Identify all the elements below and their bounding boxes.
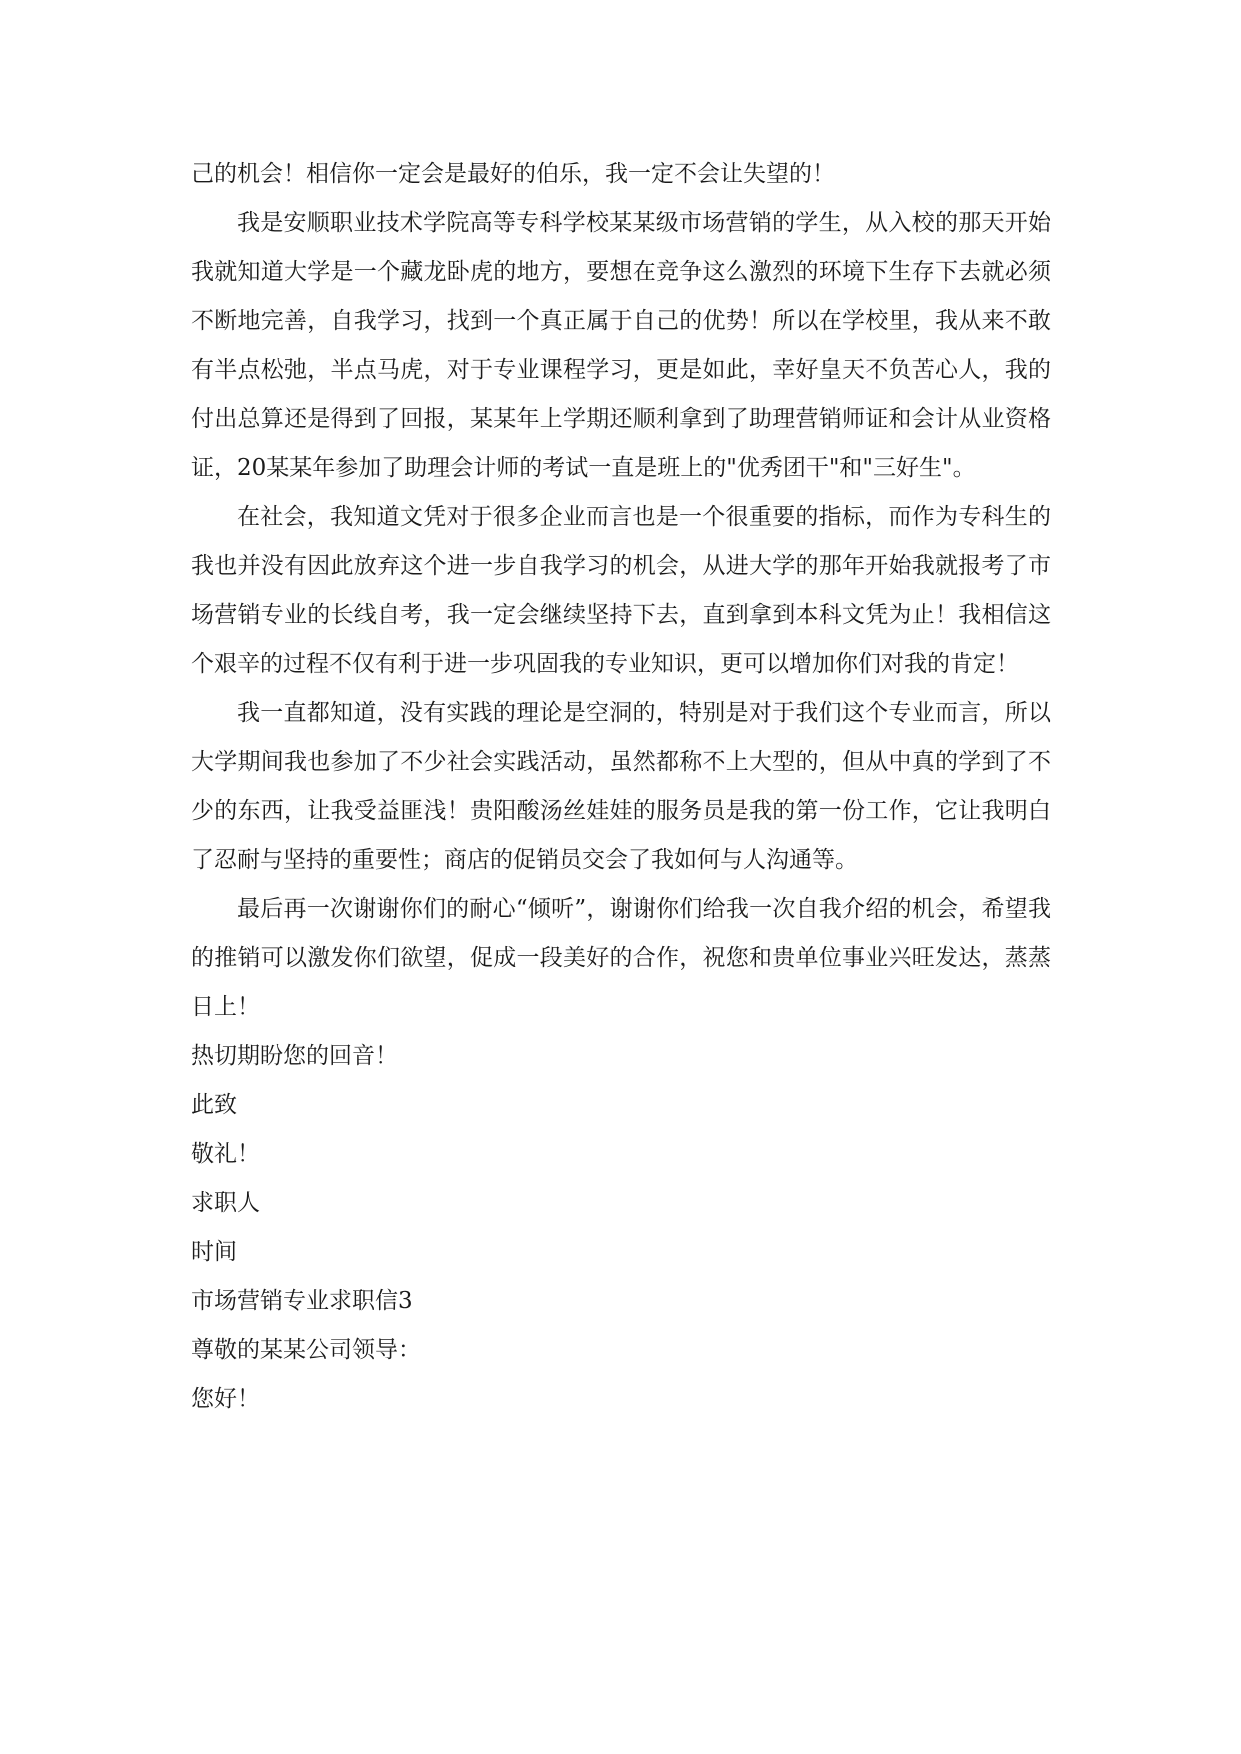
paragraph-education: 我是安顺职业技术学院高等专科学校某某级市场营销的学生，从入校的那天开始我就知道大学是一个藏龙卧虎的地方，要想在竞争这么激烈的环境下生存下去就必须不断地完善，自我学习，找到一个真正属于自己的优势！所以在学校里，我从来不敢有半点松弛，半点马虎，对于专业课程学习，更是如此，幸好皇天不负苦心人，我的付出总算还是得到了回报，某某年上学期还顺利拿到了助理营销师证和会计从业资格证，20某某年参加了助理会计师的考试一直是班上的"优秀团干"和"三好生"。 (191, 210, 1051, 481)
paragraph-practice: 我一直都知道，没有实践的理论是空洞的，特别是对于我们这个专业而言，所以大学期间我也参加了不少社会实践活动，虽然都称不上大型的，但从中真的学到了不少的东西，让我受益匪浅！贵阳酸汤丝娃娃的服务员是我的第一份工作，它让我明白了忍耐与坚持的重要性；商店的促销员交会了我如何与人沟通等。 (191, 700, 1051, 873)
closing-applicant: 求职人 (191, 1190, 260, 1216)
closing-regards: 敬礼！ (191, 1141, 260, 1167)
paragraph-self-study: 在社会，我知道文凭对于很多企业而言也是一个很重要的指标，而作为专科生的我也并没有因此放弃这个进一步自我学习的机会，从进大学的那年开始我就报考了市场营销专业的长线自考，我一定会继续坚持下去，直到拿到本科文凭为止！我相信这个艰辛的过程不仅有利于进一步巩固我的专业知识，更可以增加你们对我的肯定！ (191, 504, 1051, 677)
closing-date: 时间 (191, 1239, 237, 1265)
paragraph-continuation: 己的机会！相信你一定会是最好的伯乐，我一定不会让失望的！ (191, 161, 835, 187)
closing-salutation: 此致 (191, 1092, 237, 1118)
letter-hello: 您好！ (191, 1386, 260, 1412)
document-body (191, 150, 1051, 1424)
letter-greeting: 尊敬的某某公司领导： (191, 1337, 421, 1363)
letter-title: 市场营销专业求职信3 (191, 1288, 413, 1314)
closing-hope: 热切期盼您的回音！ (191, 1043, 398, 1069)
paragraph-thanks: 最后再一次谢谢你们的耐心“倾听”，谢谢你们给我一次自我介绍的机会，希望我的推销可以激发你们欲望，促成一段美好的合作，祝您和贵单位事业兴旺发达，蒸蒸日上！ (191, 896, 1051, 1020)
